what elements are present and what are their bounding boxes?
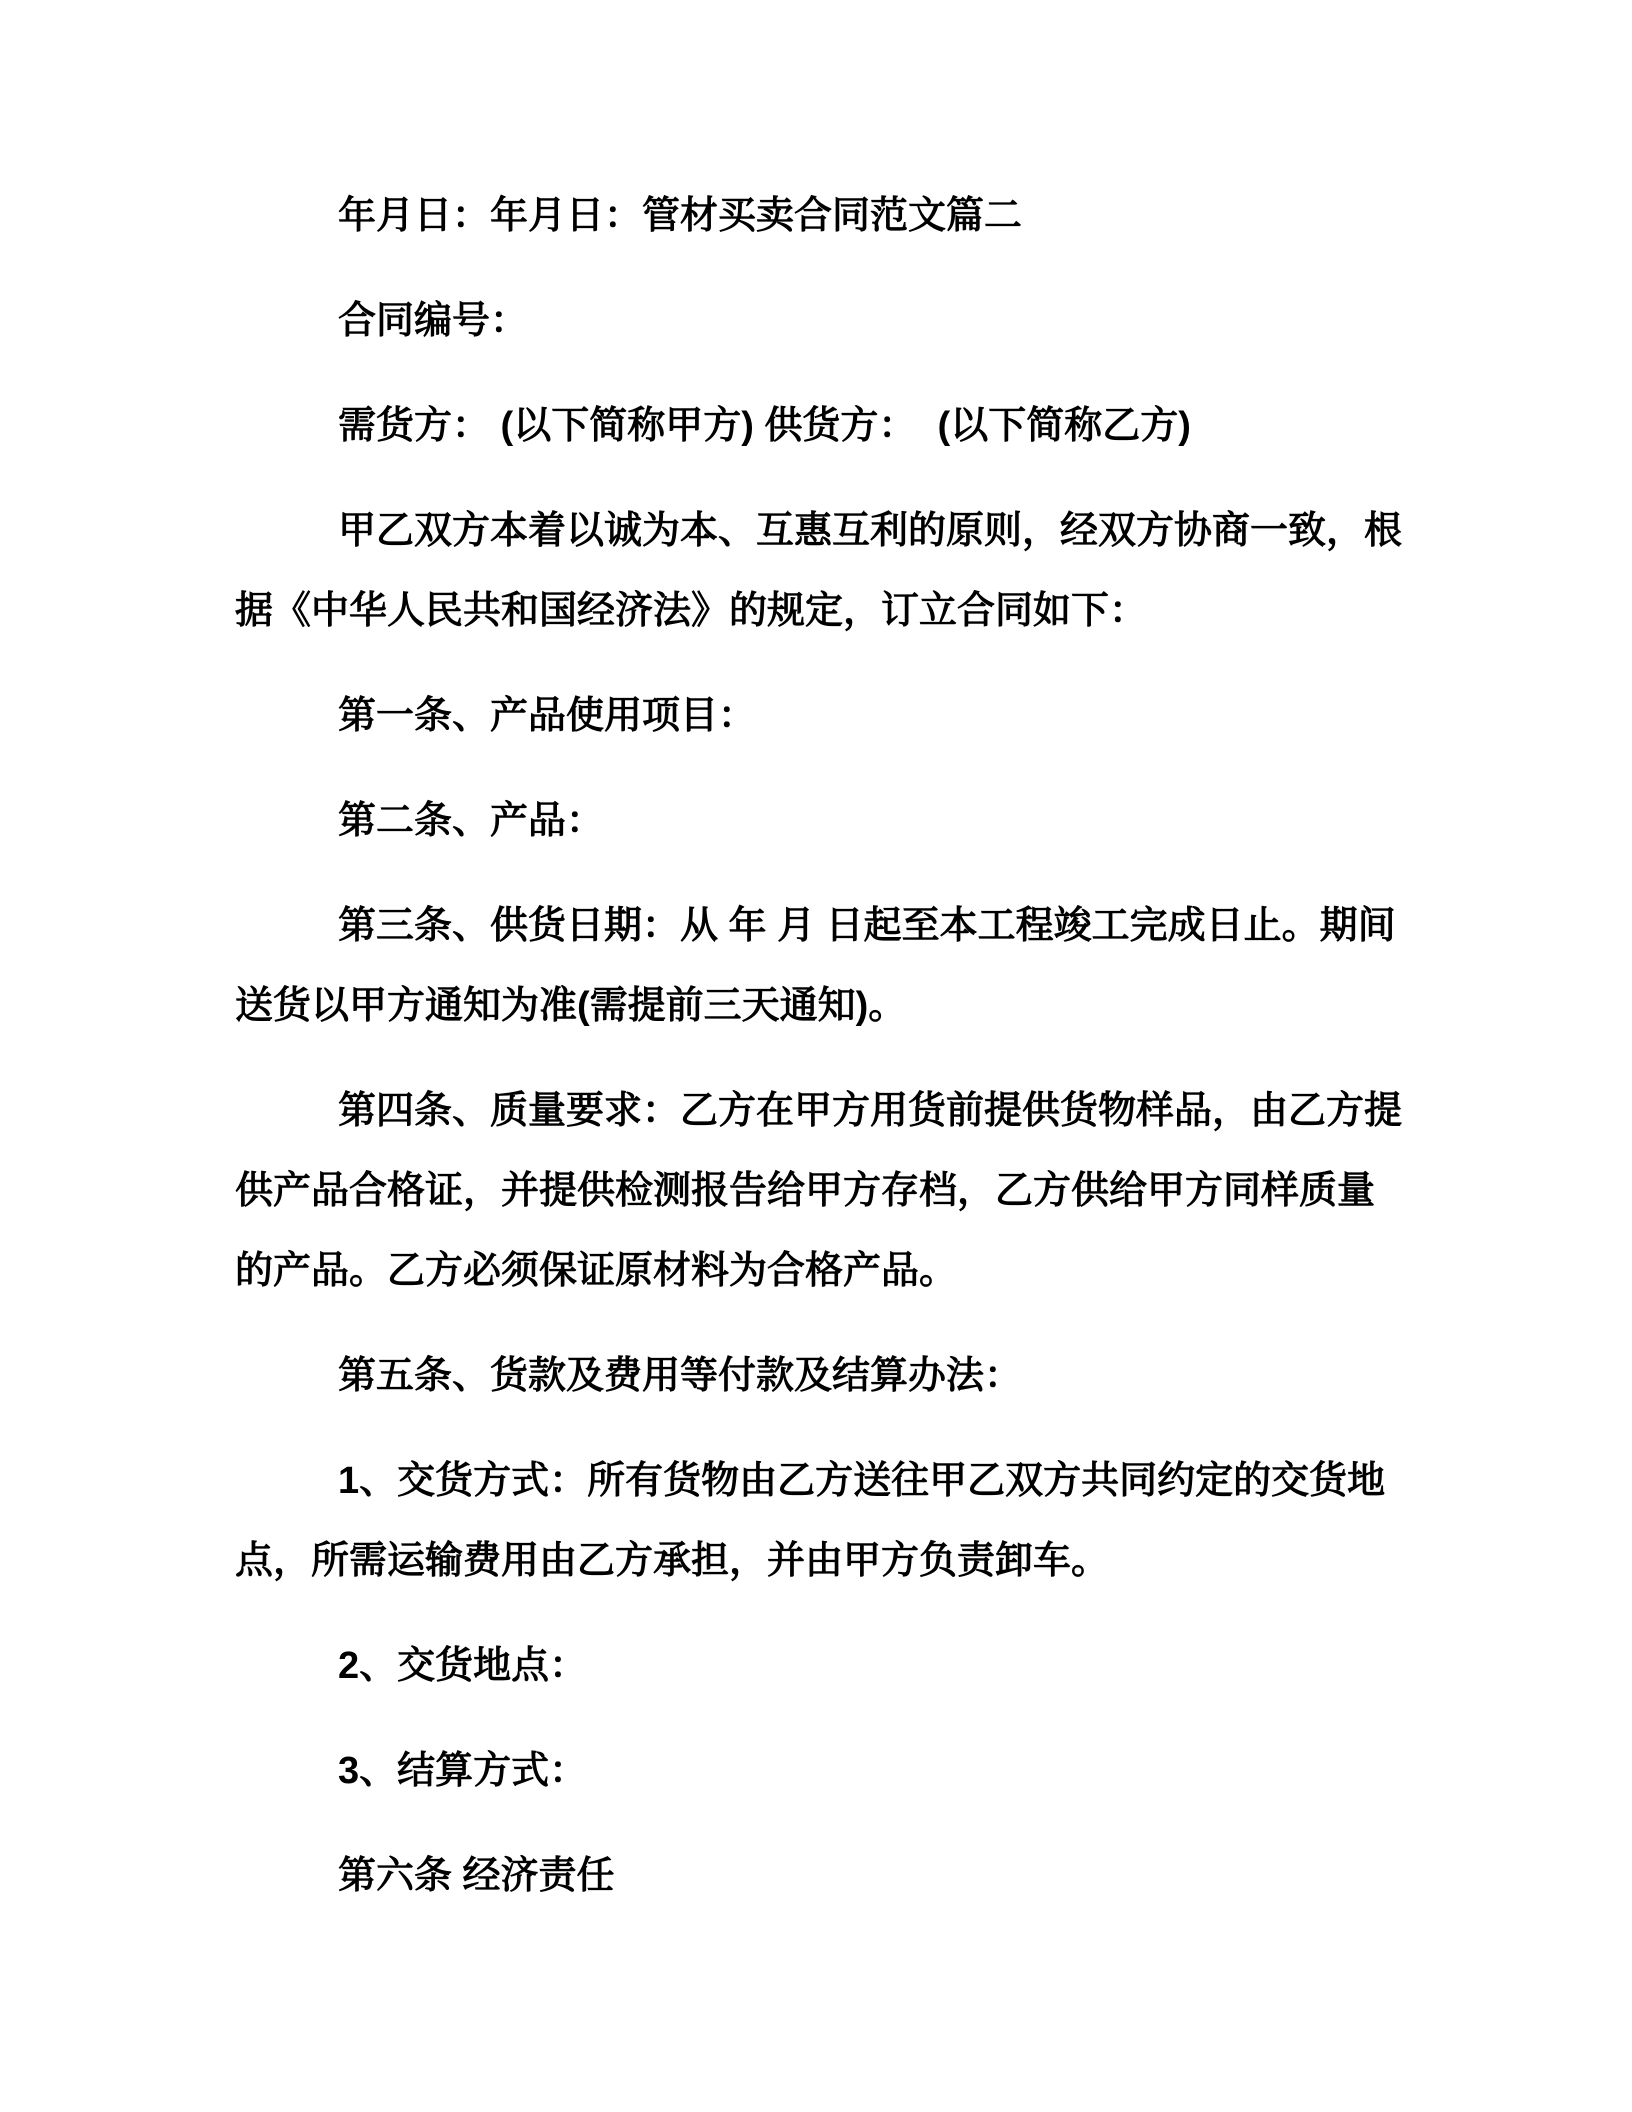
clause-5-item-2-delivery-place	[235, 1626, 1402, 1706]
text-line: 第二条、产品：	[338, 800, 605, 842]
text-line: 甲乙双方本着以诚为本、互惠互利的原则，经双方协商一致，根	[338, 510, 1403, 552]
text-line: 2、交货地点：	[338, 1645, 588, 1687]
text-line: 第三条、供货日期：从 年 月 日起至本工程竣工完成日止。期间	[338, 905, 1396, 947]
clause-1-product-use	[235, 676, 1402, 756]
text-line: 供产品合格证，并提供检测报告给甲方存档，乙方供给甲方同样质量	[235, 1170, 1376, 1212]
text-line: 年月日：年月日：管材买卖合同范文篇二	[338, 195, 1023, 237]
clause-5-item-1-delivery-method	[235, 1441, 1402, 1601]
parties-line	[235, 386, 1402, 466]
text-line: 3、结算方式：	[338, 1750, 588, 1792]
text-line: 的产品。乙方必须保证原材料为合格产品。	[235, 1250, 958, 1292]
clause-6-economic-liability	[235, 1836, 1402, 1916]
text-line: 据《中华人民共和国经济法》的规定，订立合同如下：	[235, 590, 1148, 632]
date-title-line	[235, 176, 1402, 256]
clause-2-product	[235, 781, 1402, 861]
clause-4-quality	[235, 1071, 1402, 1311]
text-line: 合同编号：	[338, 300, 529, 342]
text-line: 第五条、货款及费用等付款及结算办法：	[338, 1355, 1023, 1397]
text-line: 1、交货方式：所有货物由乙方送往甲乙双方共同约定的交货地	[338, 1460, 1386, 1502]
text-line: 点，所需运输费用由乙方承担，并由甲方负责卸车。	[235, 1540, 1110, 1582]
clause-5-payment	[235, 1336, 1402, 1416]
contract-number-line	[235, 281, 1402, 361]
text-line: 第一条、产品使用项目：	[338, 695, 757, 737]
clause-5-item-3-settlement	[235, 1731, 1402, 1811]
text-line: 送货以甲方通知为准(需提前三天通知)。	[235, 985, 907, 1027]
clause-3-supply-date	[235, 886, 1402, 1046]
text-line: 第六条 经济责任	[338, 1855, 615, 1897]
preamble-paragraph	[235, 491, 1402, 651]
text-line: 第四条、质量要求：乙方在甲方用货前提供货物样品，由乙方提	[338, 1090, 1403, 1132]
text-line: 需货方： (以下简称甲方) 供货方： (以下简称乙方)	[338, 405, 1191, 447]
